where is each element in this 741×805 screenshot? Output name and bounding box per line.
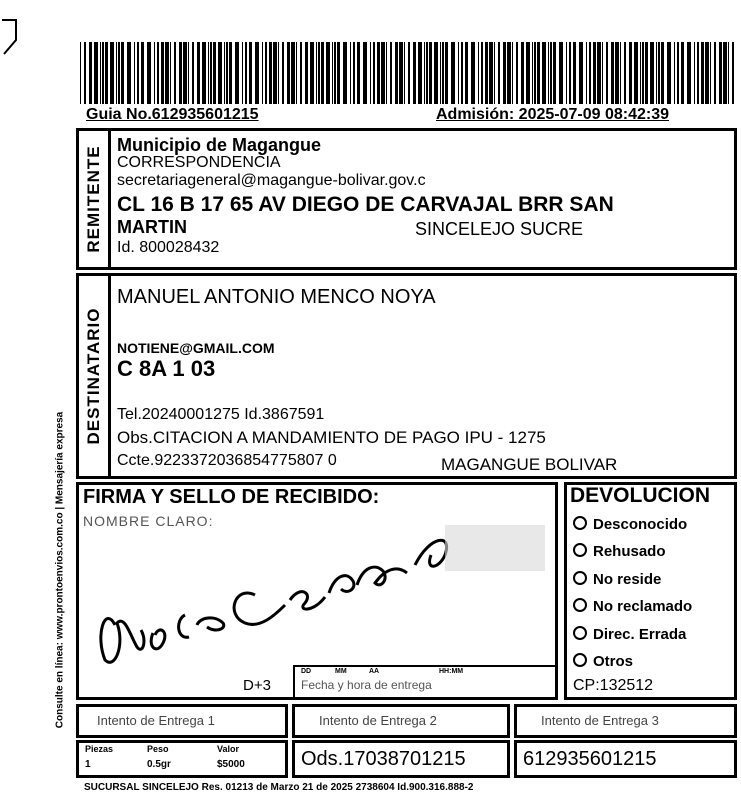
barcode-bar: [183, 42, 187, 104]
barcode-bar: [157, 42, 159, 104]
barcode-bar: [278, 42, 279, 104]
radio-circle-icon: [573, 571, 587, 585]
barcode-bar: [110, 42, 114, 104]
barcode-bar: [566, 42, 567, 104]
d-plus-label: D+3: [243, 677, 271, 694]
barcode-bar: [494, 42, 495, 104]
devolucion-option-rehusado[interactable]: Rehusado: [573, 543, 666, 560]
destinatario-tel: Tel.20240001275 Id.3867591: [117, 406, 325, 423]
devolucion-cp: CP:132512: [573, 677, 654, 694]
nombre-claro-label: NOMBRE CLARO:: [83, 513, 214, 529]
barcode-bar: [440, 42, 441, 104]
barcode-bar: [694, 42, 695, 104]
barcode-bar: [353, 42, 355, 104]
barcode-bar: [137, 42, 139, 104]
remitente-box: [76, 128, 737, 270]
side-text: Consulte en línea: www.prontoenvios.com.co | Mensajería expresa: [54, 411, 66, 729]
barcode-bar: [89, 42, 92, 104]
destinatario-label: DESTINATARIO: [83, 307, 103, 445]
barcode-bar: [381, 42, 385, 104]
barcode-bar: [343, 42, 347, 104]
barcode-bar: [516, 42, 518, 104]
barcode-bar: [390, 42, 392, 104]
barcode-bar: [386, 42, 387, 104]
barcode-bar: [640, 42, 641, 104]
intento-2-label: Intento de Entrega 2: [319, 713, 437, 728]
destinatario-box: [76, 273, 737, 479]
barcode-bar: [553, 42, 556, 104]
barcode-bar: [174, 42, 176, 104]
destinatario-label-cell: [79, 276, 111, 476]
barcode-bar: [705, 42, 709, 104]
remitente-address: CL 16 B 17 65 AV DIEGO DE CARVAJAL BRR SAN: [117, 193, 614, 216]
barcode: [80, 42, 740, 108]
remitente-dept: CORRESPONDENCIA: [117, 154, 281, 171]
barcode-bar: [147, 42, 151, 104]
devolucion-option-desconocido[interactable]: Desconocido: [573, 516, 687, 533]
barcode-bar: [719, 42, 722, 104]
barcode-bar: [170, 42, 171, 104]
barcode-bar: [624, 42, 626, 104]
barcode-bar: [687, 42, 691, 104]
barcode-bar: [399, 42, 403, 104]
barcode-bar: [611, 42, 614, 104]
remitente-label: REMITENTE: [83, 145, 103, 253]
barcode-bar: [141, 42, 144, 104]
firma-box: [76, 482, 558, 700]
remitente-name: Municipio de Magangue: [117, 135, 322, 155]
barcode-bar: [197, 42, 200, 104]
barcode-bar: [316, 42, 317, 104]
barcode-bar: [674, 42, 675, 104]
barcode-bar: [489, 42, 493, 104]
barcode-bar: [559, 42, 563, 104]
barcode-bar: [471, 42, 475, 104]
side-text-cell: [48, 360, 72, 780]
devolucion-option-otros[interactable]: Otros: [573, 653, 633, 670]
radio-circle-icon: [573, 653, 587, 667]
barcode-bar: [282, 42, 284, 104]
radio-circle-icon: [573, 543, 587, 557]
barcode-bar: [208, 42, 209, 104]
barcode-bar: [102, 42, 104, 104]
intento-1-label: Intento de Entrega 1: [97, 713, 215, 728]
barcode-bar: [677, 42, 679, 104]
barcode-bar: [634, 42, 638, 104]
barcode-bar: [305, 42, 308, 104]
barcode-bar: [426, 42, 428, 104]
barcode-bar: [645, 42, 648, 104]
barcode-bar: [503, 42, 506, 104]
destinatario-address: C 8A 1 03: [117, 356, 216, 381]
barcode-bar: [532, 42, 533, 104]
peso-label: Peso: [147, 744, 169, 754]
barcode-bar: [465, 42, 468, 104]
barcode-bar: [413, 42, 416, 104]
barcode-bar: [245, 42, 247, 104]
barcode-bar: [667, 42, 671, 104]
barcode-bar: [481, 42, 483, 104]
signature: [85, 505, 555, 675]
barcode-bar: [287, 42, 290, 104]
barcode-bar: [377, 42, 380, 104]
barcode-bar: [424, 42, 425, 104]
radio-circle-icon: [573, 626, 587, 640]
date-aa: AA: [369, 668, 380, 675]
devolucion-option-direc-errada[interactable]: Direc. Errada: [573, 626, 686, 643]
barcode-bar: [507, 42, 511, 104]
barcode-bar: [321, 42, 324, 104]
remitente-address-2: MARTIN: [117, 217, 187, 237]
barcode-bar: [714, 42, 716, 104]
intento-3-label: Intento de Entrega 3: [541, 713, 659, 728]
barcode-bar: [94, 42, 98, 104]
barcode-bar: [606, 42, 608, 104]
barcode-bar: [521, 42, 524, 104]
ods-box: [292, 740, 510, 778]
barcode-bar: [650, 42, 654, 104]
barcode-bar: [262, 42, 263, 104]
barcode-bar: [656, 42, 657, 104]
barcode-bar: [710, 42, 711, 104]
barcode-bar: [681, 42, 684, 104]
barcode-bar: [526, 42, 530, 104]
barcode-bar: [161, 42, 164, 104]
corner-mark: [0, 18, 22, 58]
admision-date: Admisión: 2025-07-09 08:42:39: [436, 106, 669, 123]
barcode-bar: [573, 42, 576, 104]
destinatario-ccte: Ccte.9223372036854775807 0: [117, 452, 337, 469]
devolucion-title: DEVOLUCION: [570, 484, 711, 507]
destinatario-obs: Obs.CITACION A MANDAMIENTO DE PAGO IPU - 1275: [117, 428, 546, 447]
barcode-bar: [404, 42, 405, 104]
peso-value: 0.5gr: [147, 759, 171, 770]
remitente-city: SINCELEJO SUCRE: [415, 219, 584, 239]
barcode-bar: [461, 42, 463, 104]
barcode-bar: [445, 42, 448, 104]
barcode-bar: [118, 42, 120, 104]
remitente-label-cell: [79, 131, 111, 267]
destinatario-city: MAGANGUE BOLIVAR: [441, 455, 618, 474]
date-hhmm: HH:MM: [439, 668, 464, 675]
barcode-bar: [408, 42, 410, 104]
barcode-bar: [213, 42, 216, 104]
barcode-bar: [458, 42, 459, 104]
barcode-bar: [84, 42, 86, 104]
barcode-bar: [442, 42, 444, 104]
barcode-bar: [534, 42, 536, 104]
barcode-bar: [188, 42, 189, 104]
barcode-bar: [537, 42, 540, 104]
barcode-bar: [291, 42, 295, 104]
barcode-bar: [550, 42, 552, 104]
barcode-bar: [202, 42, 206, 104]
date-dd: DD: [301, 668, 312, 675]
detalles-box: [76, 740, 288, 778]
piezas-label: Piezas: [85, 744, 114, 754]
barcode-bar: [179, 42, 182, 104]
barcode-bar: [235, 42, 239, 104]
barcode-bar: [485, 42, 488, 104]
barcode-bar: [310, 42, 314, 104]
intento-1-box: [76, 704, 288, 738]
barcode-bar: [732, 42, 734, 104]
barcode-bar: [512, 42, 513, 104]
date-mm: MM: [335, 668, 347, 675]
barcode-bar: [615, 42, 619, 104]
intento-3-box: [514, 704, 737, 738]
barcode-bar: [434, 42, 438, 104]
ods-number: Ods.17038701215: [301, 748, 466, 770]
barcode-bar: [337, 42, 340, 104]
barcode-bar: [620, 42, 621, 104]
barcode-bar: [579, 42, 583, 104]
barcode-bar: [242, 42, 243, 104]
barcode-bar: [697, 42, 699, 104]
valor-label: Valor: [217, 744, 240, 754]
barcode-bar: [332, 42, 333, 104]
devolucion-option-no-reclamado[interactable]: No reclamado: [573, 598, 692, 615]
valor-value: $5000: [217, 759, 245, 770]
barcode-bar: [478, 42, 479, 104]
barcode-bar: [602, 42, 603, 104]
barcode-bar: [451, 42, 455, 104]
barcode-bar: [429, 42, 432, 104]
piezas-value: 1: [85, 759, 91, 770]
barcode-bar: [255, 42, 259, 104]
barcode-bar: [300, 42, 302, 104]
barcode-bar: [586, 42, 587, 104]
barcode-bar: [121, 42, 124, 104]
destinatario-email: NOTIENE@GMAIL.COM: [117, 340, 275, 356]
fecha-box: [293, 665, 555, 697]
barcode-bar: [542, 42, 546, 104]
barcode-bar: [116, 42, 117, 104]
barcode-bar: [395, 42, 398, 104]
barcode-bar: [105, 42, 108, 104]
radio-circle-icon: [573, 598, 587, 612]
barcode-bar: [192, 42, 194, 104]
barcode-bar: [629, 42, 632, 104]
barcode-bar: [269, 42, 272, 104]
barcode-bar: [370, 42, 371, 104]
barcode-bar: [357, 42, 360, 104]
footer-text: SUCURSAL SINCELEJO Res. 01213 de Marzo 21 de 2025 2738604 Id.900.316.888-2: [84, 782, 474, 793]
barcode-bar: [226, 42, 228, 104]
devolucion-box: [564, 482, 737, 700]
barcode-bar: [334, 42, 336, 104]
barcode-bar: [373, 42, 375, 104]
barcode-bar: [80, 42, 81, 104]
barcode-bar: [350, 42, 351, 104]
remitente-id: Id. 800028432: [117, 239, 220, 256]
guia-number-bottom: 612935601215: [523, 748, 657, 770]
barcode-bar: [265, 42, 267, 104]
destinatario-name: MANUEL ANTONIO MENCO NOYA: [117, 286, 436, 308]
barcode-bar: [642, 42, 644, 104]
barcode-bar: [363, 42, 367, 104]
remitente-email: secretariageneral@magangue-bolivar.gov.c: [117, 172, 426, 189]
barcode-bar: [218, 42, 222, 104]
barcode-bar: [723, 42, 727, 104]
barcode-bar: [127, 42, 131, 104]
barcode-bar: [210, 42, 212, 104]
barcode-bar: [134, 42, 135, 104]
barcode-bar: [318, 42, 320, 104]
barcode-bar: [589, 42, 591, 104]
guia-number: Guia No.612935601215: [86, 106, 259, 123]
barcode-bar: [728, 42, 729, 104]
barcode-bar: [701, 42, 704, 104]
barcode-bar: [100, 42, 101, 104]
fecha-label: Fecha y hora de entrega: [301, 678, 432, 692]
guia-number-box: [514, 740, 737, 778]
barcode-bar: [418, 42, 422, 104]
barcode-bar: [229, 42, 232, 104]
barcode-bar: [593, 42, 596, 104]
barcode-bar: [569, 42, 571, 104]
barcode-bar: [165, 42, 169, 104]
intento-2-box: [292, 704, 510, 738]
firma-title: FIRMA Y SELLO DE RECIBIDO:: [83, 486, 380, 508]
barcode-bar: [597, 42, 601, 104]
barcode-bar: [154, 42, 155, 104]
barcode-bar: [548, 42, 549, 104]
barcode-bar: [249, 42, 252, 104]
barcode-bar: [498, 42, 500, 104]
barcode-bar: [661, 42, 664, 104]
barcode-bar: [296, 42, 297, 104]
radio-circle-icon: [573, 516, 587, 530]
barcode-bar: [326, 42, 330, 104]
barcode-bar: [658, 42, 660, 104]
barcode-bar: [273, 42, 277, 104]
barcode-bar: [224, 42, 225, 104]
devolucion-option-no-reside[interactable]: No reside: [573, 571, 661, 588]
